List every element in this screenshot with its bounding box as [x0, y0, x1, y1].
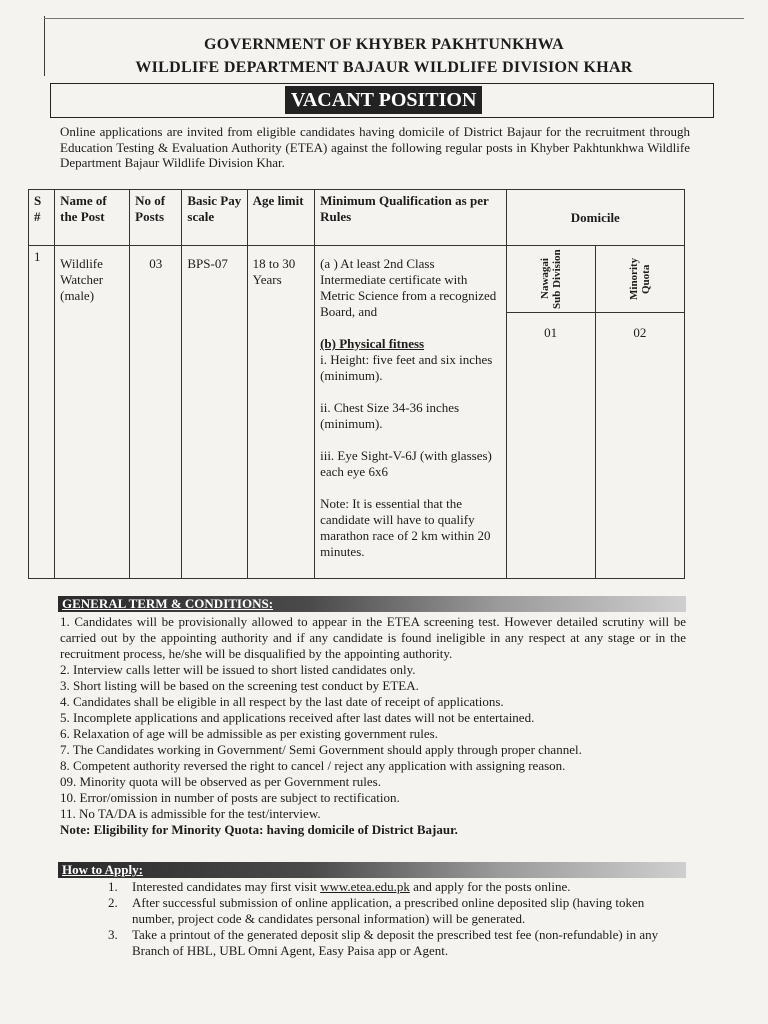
list-item	[108, 895, 688, 927]
col-header-age-limit: Age limit	[247, 190, 314, 246]
terms-heading-band	[58, 596, 686, 612]
list-item	[108, 927, 688, 959]
minority-label: Minority Quota	[627, 257, 652, 301]
apply-heading-band	[58, 862, 686, 878]
col-header-post-name: Name of the Post	[55, 190, 130, 246]
cell-minority-value: 02	[595, 313, 684, 579]
col-header-no-of-posts: No of Posts	[130, 190, 182, 246]
cell-sno: 1	[29, 246, 55, 579]
page-title: VACANT POSITION	[285, 86, 482, 114]
step-number: 1.	[108, 879, 118, 894]
step-text: Take a printout of the generated deposit slip & deposit the prescribed test fee (non-refundable) in any Branch of HBL, UBL Omni Agent, Easy Paisa app or Agent.	[132, 927, 659, 958]
minority-note: Note: Eligibility for Minority Quota: having domicile of District Bajaur.	[60, 822, 458, 837]
col-header-pay-scale: Basic Pay scale	[182, 190, 247, 246]
terms-list	[60, 614, 686, 838]
list-item	[108, 879, 688, 895]
col-header-nawagai	[506, 246, 595, 313]
terms-heading: GENERAL TERM & CONDITIONS:	[62, 596, 274, 611]
list-item: 4. Candidates shall be eligible in all respect by the last date of receipt of applications.	[60, 694, 504, 709]
cell-nawagai-value: 01	[506, 313, 595, 579]
cell-age-limit: 18 to 30 Years	[247, 246, 314, 579]
list-item: 5. Incomplete applications and applications received after last dates will not be entertained.	[60, 710, 535, 725]
list-item: 7. The Candidates working in Government/ Semi Government should apply through proper channel.	[60, 742, 582, 757]
qualification-note: Note: It is essential that the candidate will have to qualify marathon race of 2 km within 20 minutes.	[320, 496, 491, 559]
etea-website-link[interactable]: www.etea.edu.pk	[320, 879, 410, 894]
qualification-b1: i. Height: five feet and six inches (minimum).	[320, 352, 493, 383]
table-row	[29, 246, 685, 313]
list-item: 1. Candidates will be provisionally allowed to appear in the ETEA screening test. However detailed scrutiny will be carried out by the appointing authority and if any candidate is found ineligible in any respect at any stage or in the recruitment process, he/she will be disqualified by the appointing authority.	[60, 614, 686, 661]
list-item: 8. Competent authority reversed the right to cancel / reject any application with assigning reason.	[60, 758, 566, 773]
step-text-after: and apply for the posts online.	[409, 879, 571, 894]
qualification-b-title: (b) Physical fitness	[320, 336, 425, 351]
qualification-a: (a ) At least 2nd Class Intermediate certificate with Metric Science from a recognized Board, and	[320, 256, 497, 319]
col-header-domicile: Domicile	[506, 190, 684, 246]
nawagai-label: Nawagai Sub Division	[538, 249, 563, 309]
list-item: 6. Relaxation of age will be admissible as per existing government rules.	[60, 726, 438, 741]
col-header-minority	[595, 246, 684, 313]
cell-post-name: Wildlife Watcher (male)	[55, 246, 130, 579]
header-department: WILDLIFE DEPARTMENT BAJAUR WILDLIFE DIVISION KHAR	[135, 59, 633, 76]
list-item: 11. No TA/DA is admissible for the test/interview.	[60, 806, 321, 821]
header-government: GOVERNMENT OF KHYBER PAKHTUNKHWA	[204, 36, 564, 53]
col-header-sno: S #	[29, 190, 55, 246]
list-item: 3. Short listing will be based on the screening test conduct by ETEA.	[60, 678, 419, 693]
step-number: 3.	[108, 927, 118, 942]
step-text: After successful submission of online application, a prescribed online deposited slip (having token number, project code & candidates personal information) will be generated.	[132, 895, 645, 926]
apply-heading: How to Apply:	[62, 862, 143, 877]
cell-pay-scale: BPS-07	[182, 246, 247, 579]
qualification-b3: iii. Eye Sight-V-6J (with glasses) each eye 6x6	[320, 448, 492, 479]
vacancy-table	[28, 189, 685, 579]
list-item: 09. Minority quota will be observed as per Government rules.	[60, 774, 381, 789]
apply-steps	[108, 879, 688, 959]
step-text: Interested candidates may first visit	[132, 879, 321, 894]
cell-qualification	[315, 246, 506, 579]
list-item: 10. Error/omission in number of posts are subject to rectification.	[60, 790, 400, 805]
qualification-b2: ii. Chest Size 34-36 inches (minimum).	[320, 400, 460, 431]
list-item: 2. Interview calls letter will be issued to short listed candidates only.	[60, 662, 416, 677]
col-header-qualification: Minimum Qualification as per Rules	[315, 190, 506, 246]
cell-no-of-posts: 03	[130, 246, 182, 579]
step-number: 2.	[108, 895, 118, 910]
intro-paragraph: Online applications are invited from eligible candidates having domicile of District Bajaur for the recruitment through Education Testing & Evaluation Authority (ETEA) against the following regular posts in Khyber Pakhtunkhwa Wildlife Department Bajaur Wildlife Division Khar.	[60, 124, 690, 170]
scan-top-line	[44, 18, 744, 19]
